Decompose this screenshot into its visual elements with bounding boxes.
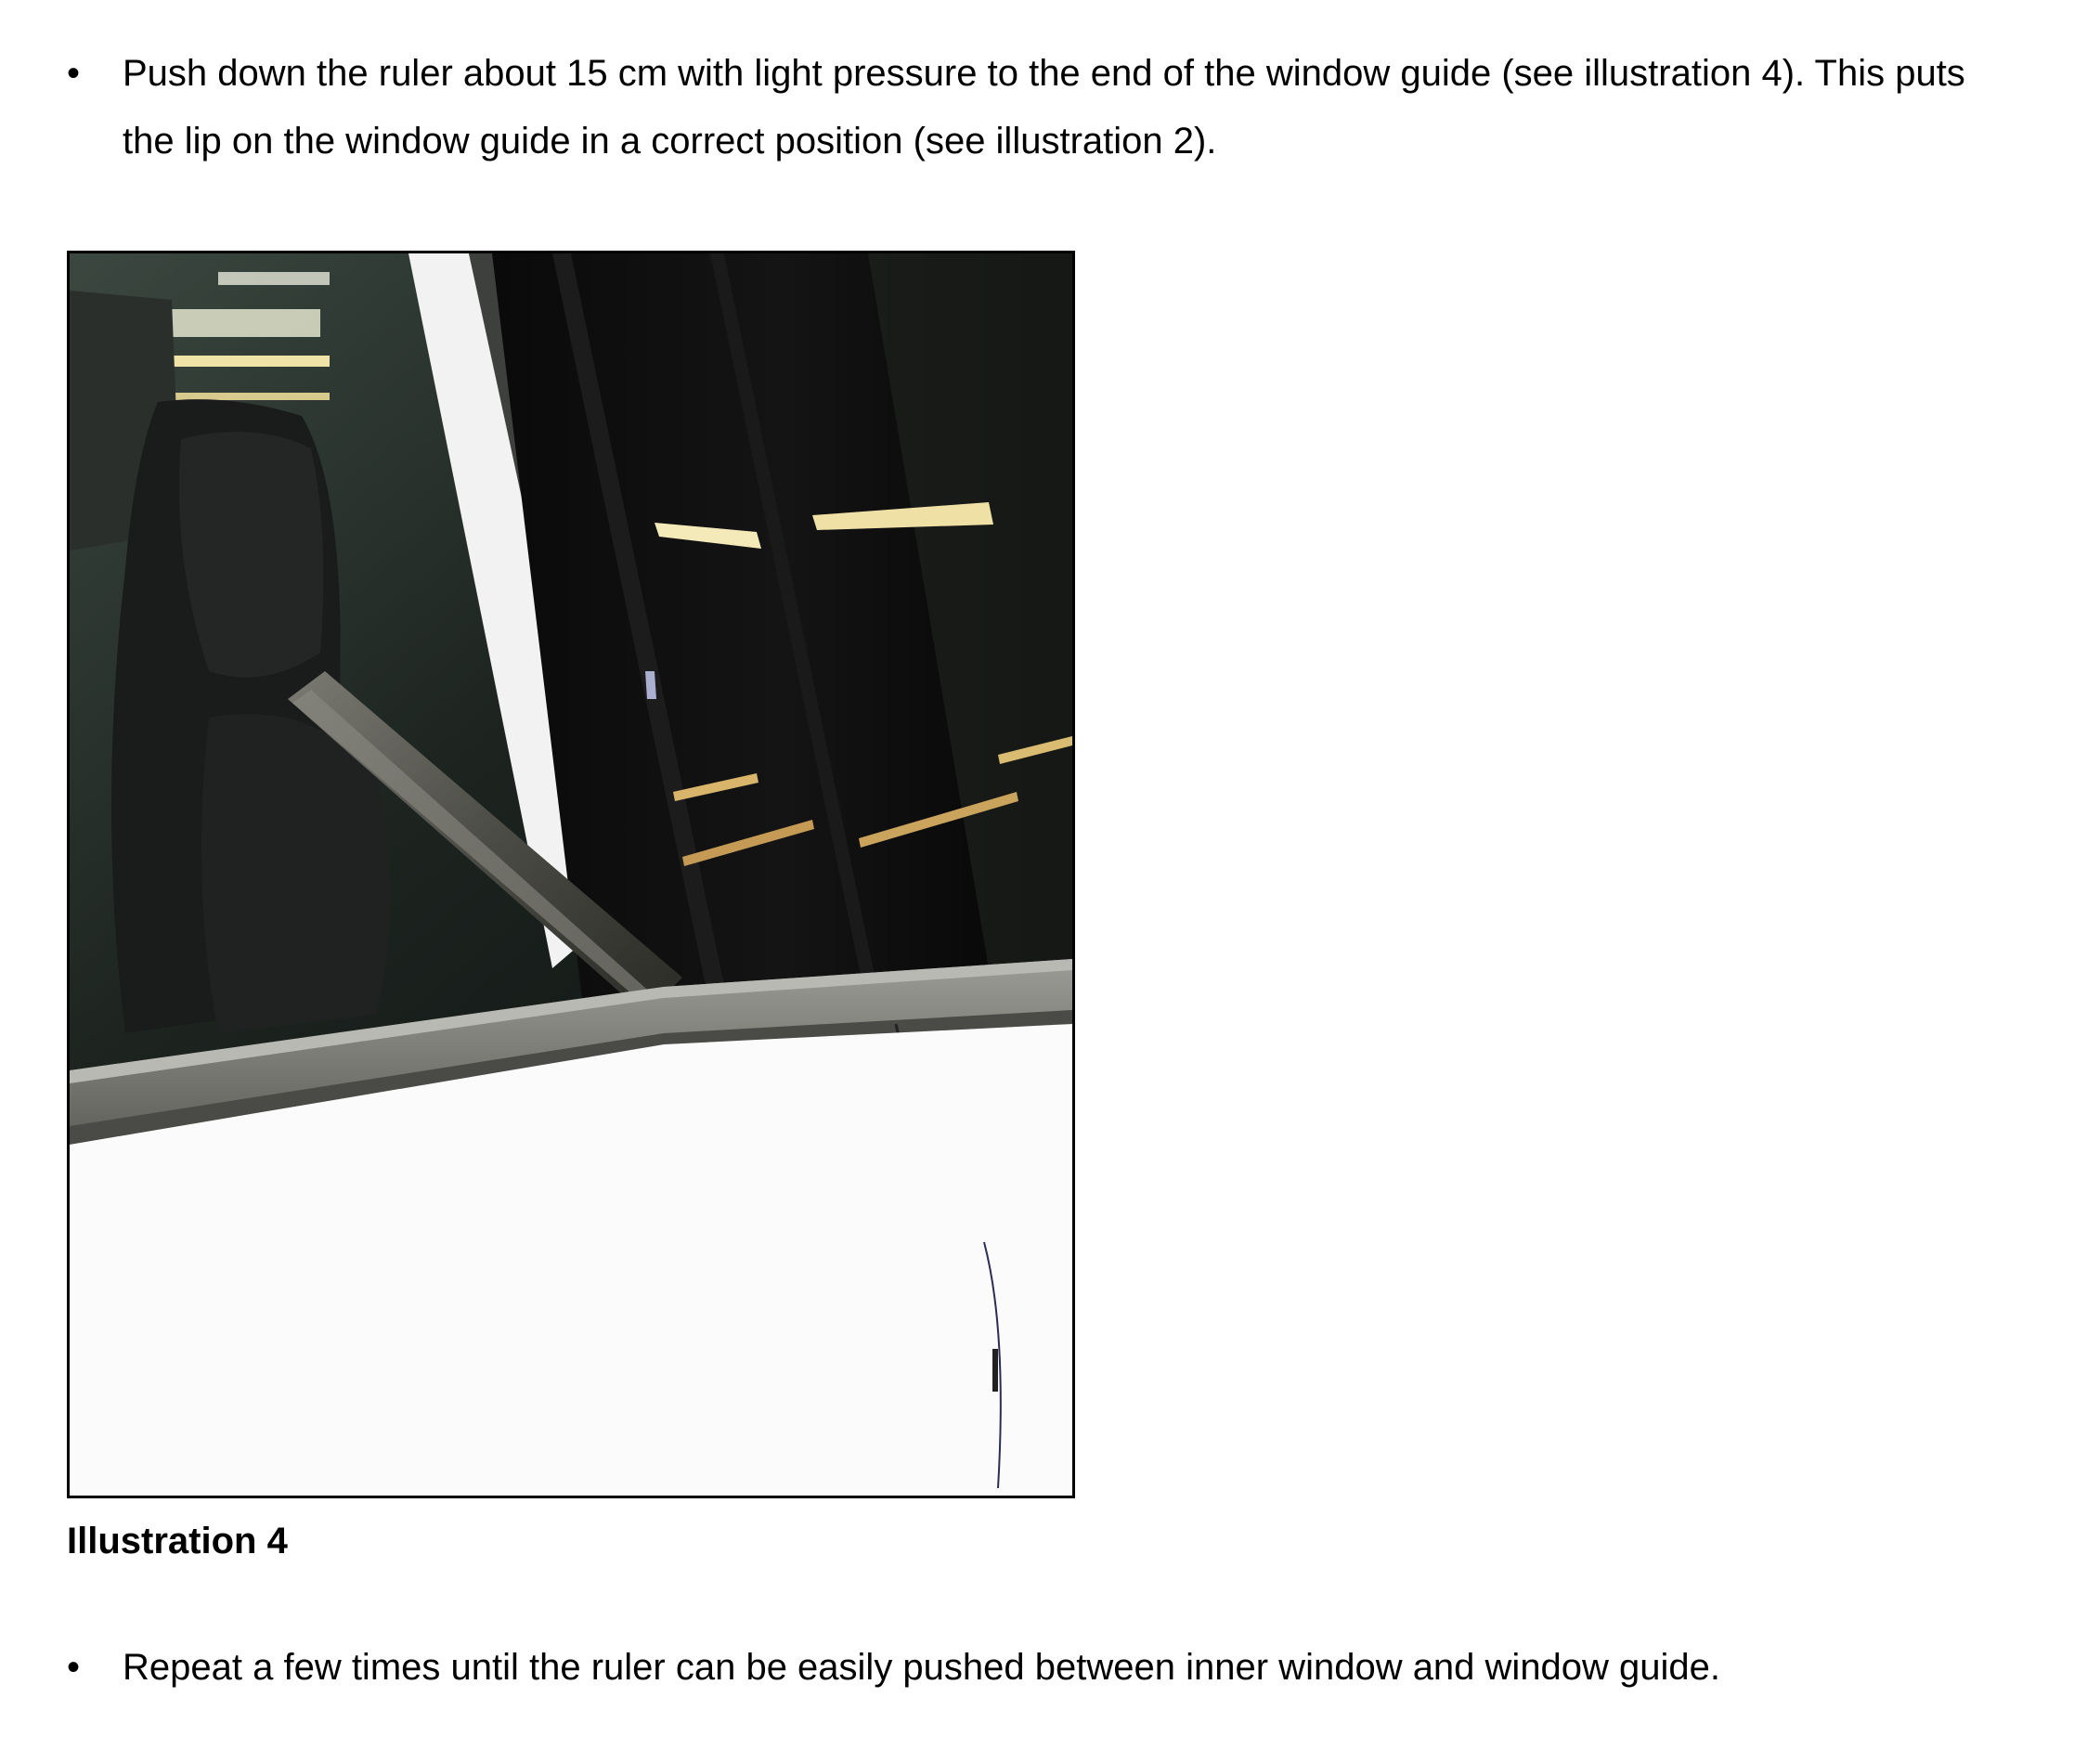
instruction-text: Push down the ruler about 15 cm with light pressure to the end of the window guide (see illustration 4). This puts the lip on the window guide in a correct position (see illustration 2).	[123, 53, 1965, 162]
illustration-photo	[67, 251, 1075, 1498]
bullet-symbol: •	[67, 1647, 81, 1688]
car-door-window-photo	[70, 253, 1072, 1496]
instruction-text: Repeat a few times until the ruler can be easily pushed between inner window and window guide.	[123, 1647, 1721, 1688]
bullet-symbol: •	[67, 53, 81, 94]
figure-caption: Illustration 4	[67, 1521, 288, 1561]
